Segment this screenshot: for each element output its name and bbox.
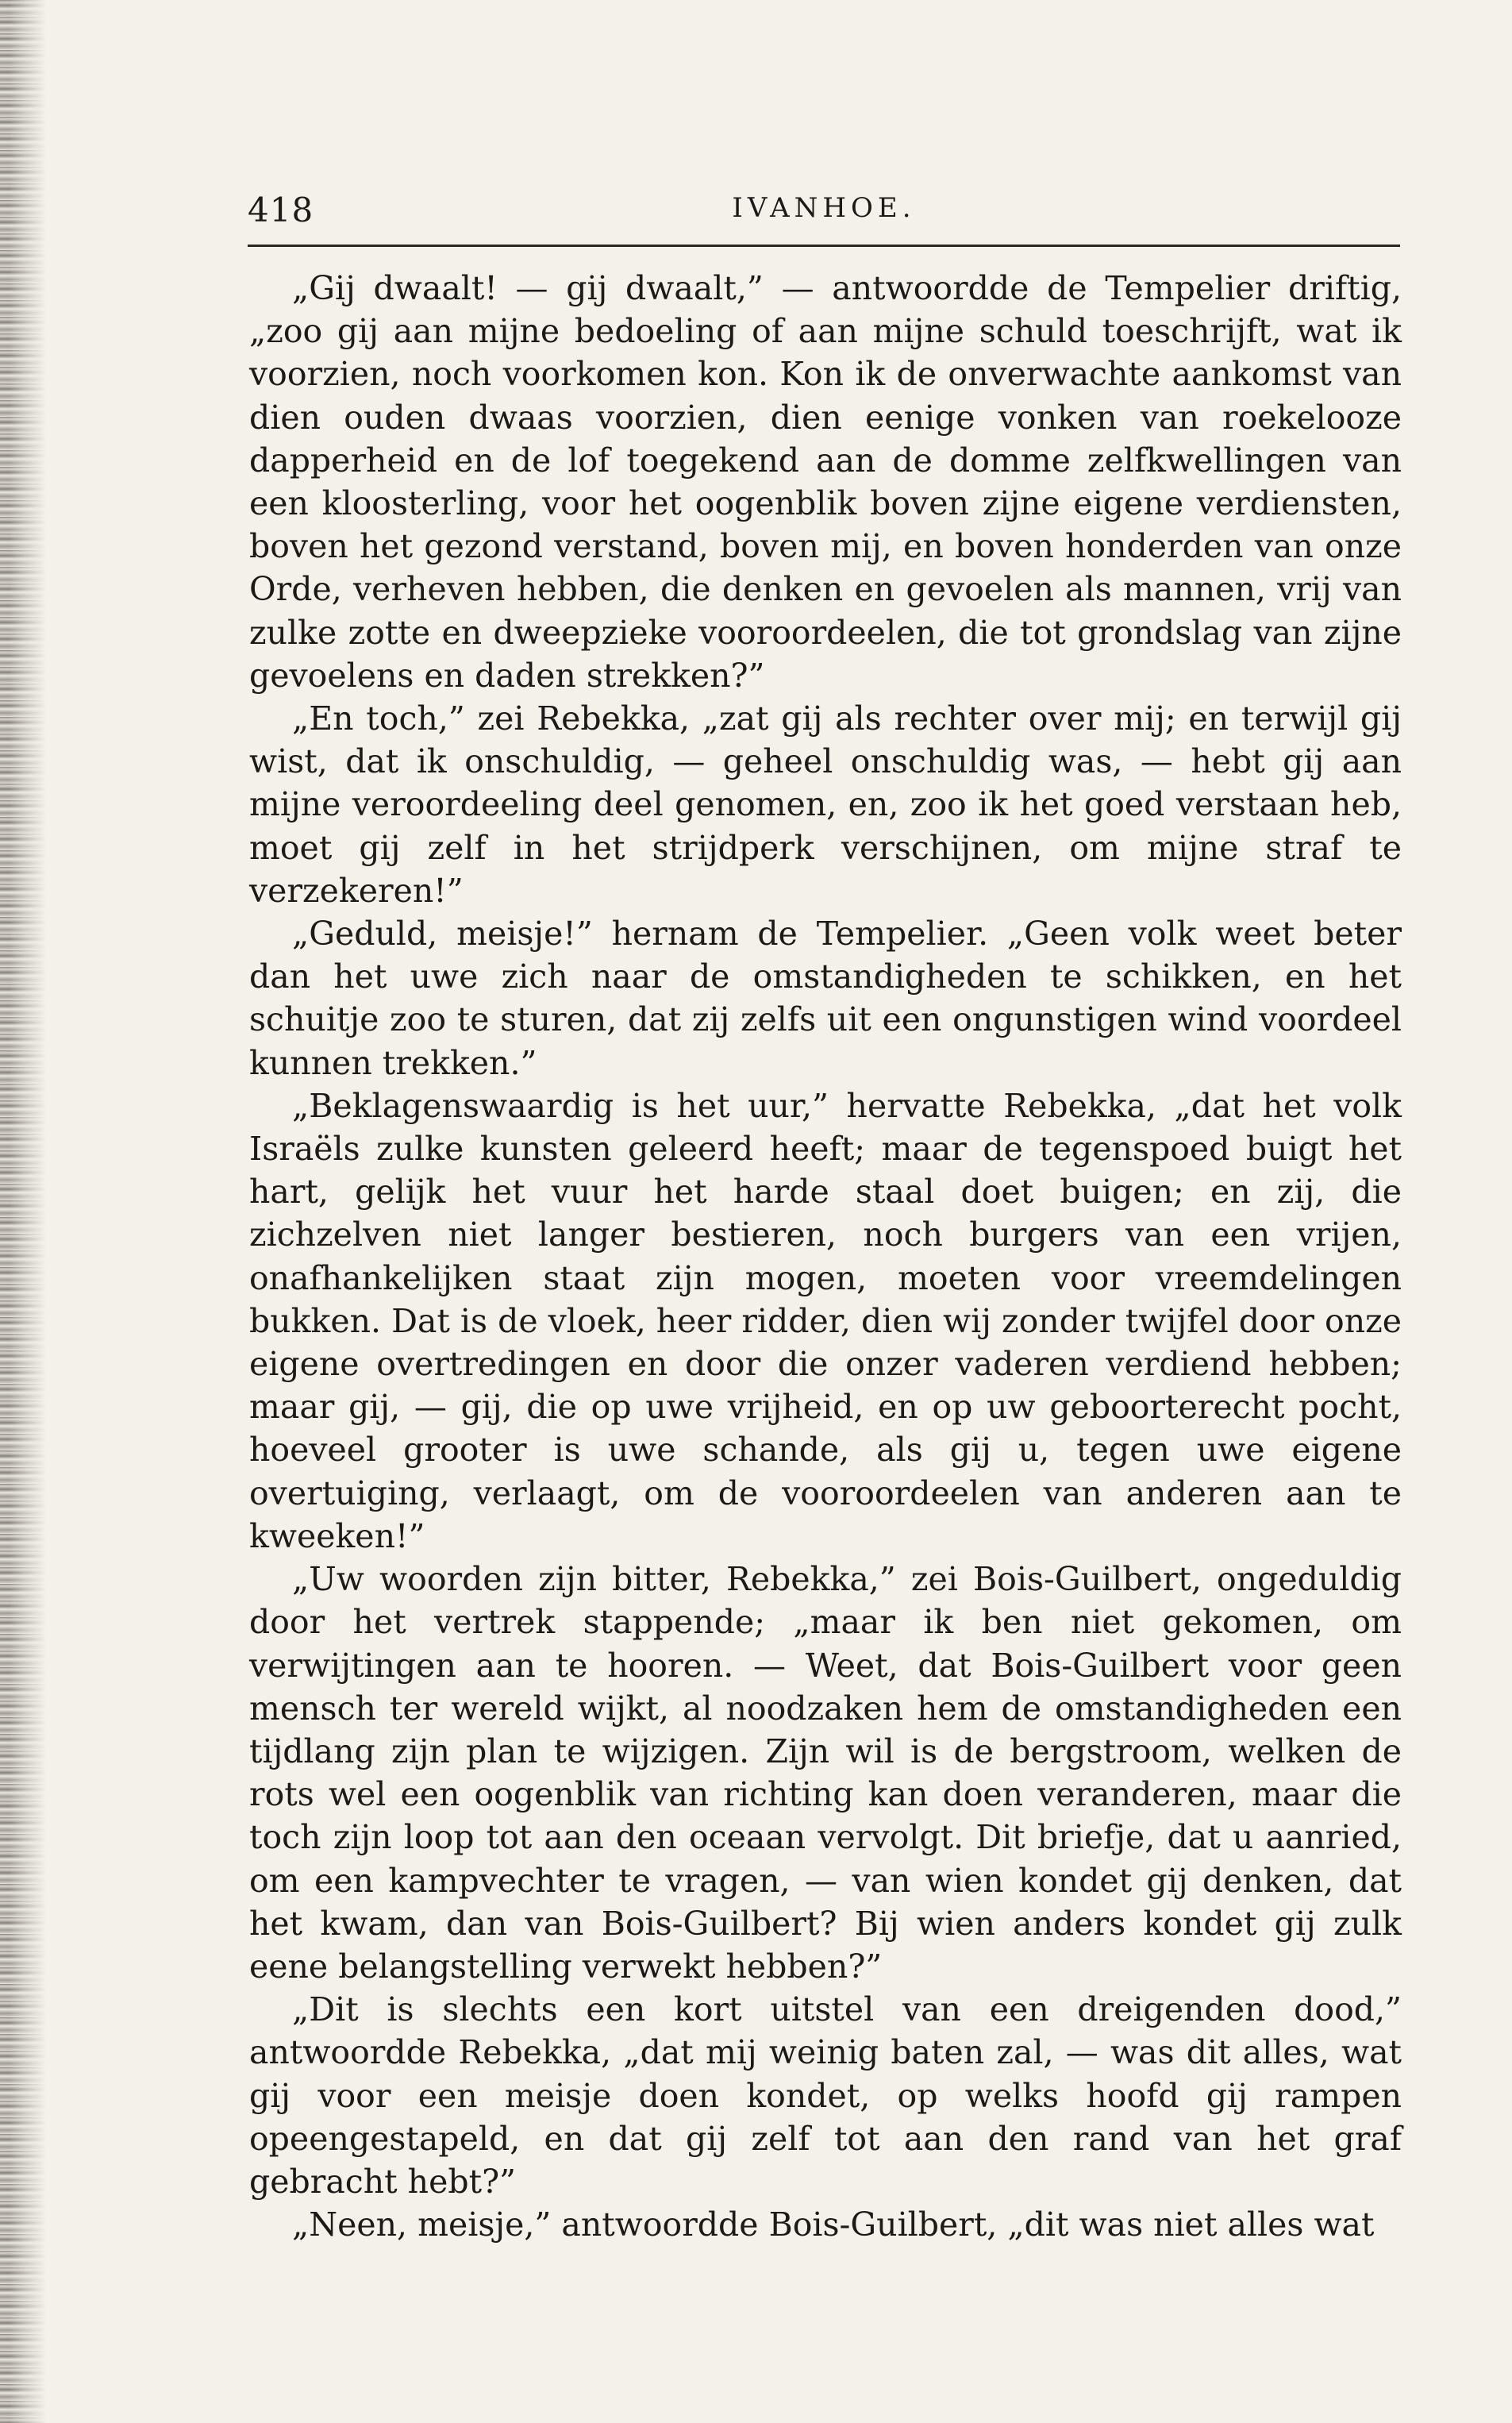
paragraph: „Geduld, meisje!” hernam de Tempelier. „Geen volk weet beter dan het uwe zich naar de omstandigheden te schikken, en het schuitje zoo te sturen, dat zij zelfs uit een ongunstigen wind voordeel kunnen trekken.”	[249, 915, 1402, 1082]
page-number: 418	[248, 191, 314, 229]
page-header	[248, 184, 1400, 240]
paragraph: „Dit is slechts een kort uitstel van een dreigenden dood,” antwoordde Rebekka, „dat mij weinig baten zal, — was dit alles, wat gij voor een meisje doen kondet, op welks hoofd gij rampen opeengestapeld, en dat gij zelf tot aan den rand van het graf gebracht hebt?”	[249, 1990, 1402, 2201]
body-text	[249, 267, 1402, 2246]
running-title: IVANHOE.	[732, 192, 916, 224]
paragraph-continued: „Neen, meisje,” antwoordde Bois-Guilbert, „dit was niet alles wat	[292, 2205, 1375, 2244]
paragraph: „Gij dwaalt! — gij dwaalt,” — antwoordde de Tempelier driftig, „zoo gij aan mijne bedoeling of aan mijne schuld toeschrijft, wat ik voorzien, noch voorkomen kon. Kon ik de onverwachte aankomst van dien ouden dwaas voorzien, dien eenige vonken van roekelooze dapperheid en de lof toegekend aan de domme zelfkwellingen van een kloosterling, voor het oogenblik boven zijne eigene verdiensten, boven het gezond verstand, boven mij, en boven honderden van onze Orde, verheven hebben, die denken en gevoelen als mannen, vrij van zulke zotte en dweepzieke vooroordeelen, die tot grondslag van zijne gevoelens en daden strekken?”	[249, 269, 1402, 695]
paragraph: „Uw woorden zijn bitter, Rebekka,” zei Bois-Guilbert, ongeduldig door het vertrek stappende; „maar ik ben niet gekomen, om verwijtingen aan te hooren. — Weet, dat Bois-Guilbert voor geen mensch ter wereld wijkt, al noodzaken hem de omstandigheden een tijdlang zijn plan te wijzigen. Zijn wil is de bergstroom, welken de rots wel een oogenblik van richting kan doen veranderen, maar die toch zijn loop tot aan den oceaan vervolgt. Dit briefje, dat u aanried, om een kampvechter te vragen, — van wien kondet gij denken, dat het kwam, dan van Bois-Guilbert? Bij wien anders kondet gij zulk eene belangstelling verwekt hebben?”	[249, 1560, 1402, 1986]
scanned-page-edge	[0, 0, 46, 2423]
header-rule	[248, 245, 1400, 247]
paragraph: „Beklagenswaardig is het uur,” hervatte Rebekka, „dat het volk Israëls zulke kunsten geleerd heeft; maar de tegenspoed buigt het hart, gelijk het vuur het harde staal doet buigen; en zij, die zichzelven niet langer bestieren, noch burgers van een vrijen, onafhankelijken staat zijn mogen, moeten voor vreemdelingen bukken. Dat is de vloek, heer ridder, dien wij zonder twijfel door onze eigene overtredingen en door die onzer vaderen verdiend hebben; maar gij, — gij, die op uwe vrijheid, en op uw geboorterecht pocht, hoeveel grooter is uwe schande, als gij u, tegen uwe eigene overtuiging, verlaagt, om de vooroordeelen van anderen aan te kweeken!”	[249, 1086, 1402, 1555]
paragraph: „En toch,” zei Rebekka, „zat gij als rechter over mij; en terwijl gij wist, dat ik onschuldig, — geheel onschuldig was, — hebt gij aan mijne veroordeeling deel genomen, en, zoo ik het goed verstaan heb, moet gij zelf in het strijdperk verschijnen, om mijne straf te verzekeren!”	[249, 699, 1402, 910]
